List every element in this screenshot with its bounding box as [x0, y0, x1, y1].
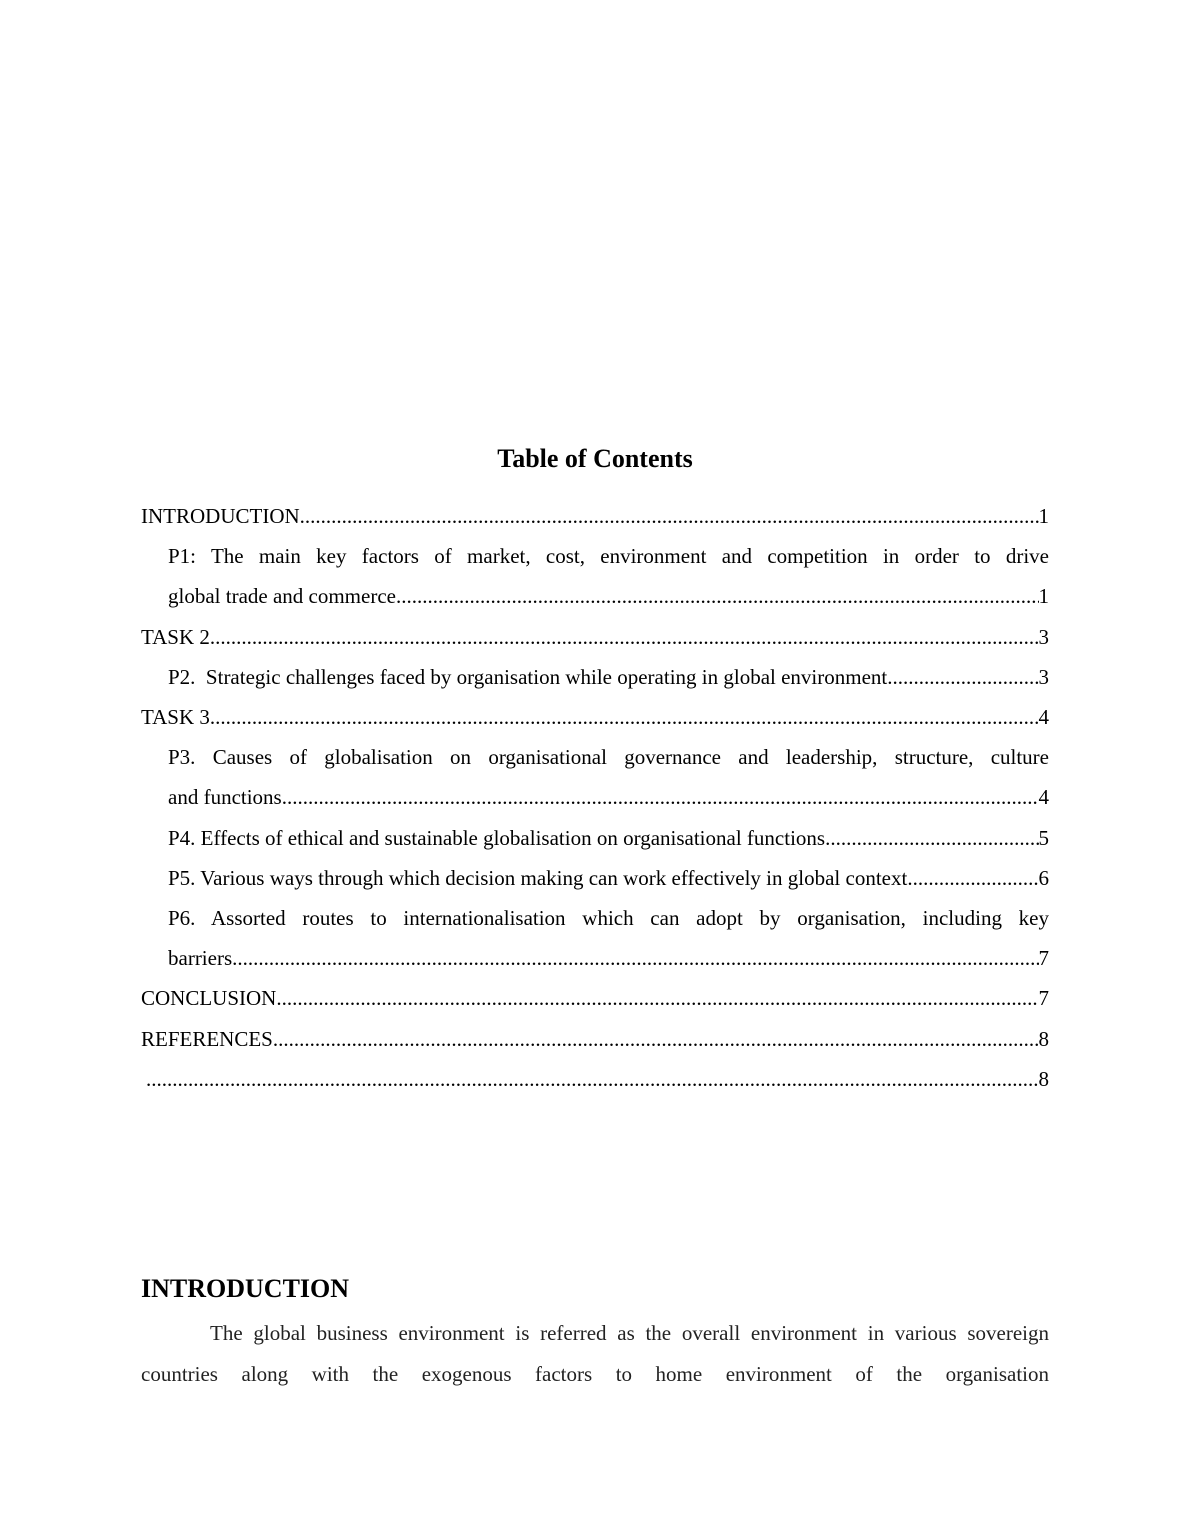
toc-page-number: 3	[1038, 624, 1049, 649]
toc-entry-label: REFERENCES	[141, 1026, 273, 1051]
toc-entry-p2[interactable]	[141, 657, 1049, 697]
toc-entry-label: TASK 2	[141, 624, 210, 649]
toc-entry-introduction[interactable]	[141, 496, 1049, 536]
toc-entry-label: P4. Effects of ethical and sustainable globalisation on organisational functions	[168, 825, 826, 850]
toc-entry-label: barriers	[168, 946, 233, 971]
toc-entry-p6[interactable]	[141, 898, 1049, 978]
toc-entry-task-2[interactable]	[141, 617, 1049, 657]
toc-leader	[273, 1019, 1039, 1059]
toc-entry-p5[interactable]	[141, 858, 1049, 898]
toc-entry-label: global trade and commerce	[168, 584, 396, 609]
toc-entry-conclusion[interactable]	[141, 978, 1049, 1018]
toc-entry-label-line: P1: The main key factors of market, cost, environment and competition in order to drive	[168, 544, 1049, 569]
toc-leader	[887, 657, 1038, 697]
toc-entry-p4[interactable]	[141, 818, 1049, 858]
toc-leader	[300, 496, 1039, 536]
toc-leader	[396, 576, 1039, 616]
toc-title: Table of Contents	[497, 444, 693, 473]
toc-page-number: 1	[1038, 584, 1049, 609]
toc-entry-references[interactable]	[141, 1019, 1049, 1059]
toc-leader	[913, 858, 1039, 898]
toc-page-number: 4	[1038, 785, 1049, 810]
toc-page-number: 1	[1038, 504, 1049, 528]
toc-entry-label-line: P6. Assorted routes to internationalisation which can adopt by organisation, including key	[168, 906, 1049, 931]
toc-page-number: 4	[1038, 705, 1049, 730]
toc-page-number: 6	[1038, 865, 1049, 890]
introduction-paragraph: The global business environment is referred as the overall environment in various sovereign countries along with the exogenous factors to home environment of the organisation	[141, 1321, 1049, 1386]
toc-page-number: 8	[1038, 1066, 1049, 1091]
toc-entry-untitled[interactable]	[141, 1059, 1049, 1099]
toc-leader	[282, 777, 1039, 817]
table-of-contents	[141, 496, 1049, 1099]
toc-page-number: 8	[1038, 1026, 1049, 1051]
toc-entry-label: CONCLUSION	[141, 986, 277, 1011]
toc-entry-label-line: P3. Causes of globalisation on organisational governance and leadership, structure, culture	[168, 745, 1049, 770]
toc-leader	[232, 938, 1038, 978]
toc-page-number: 3	[1038, 664, 1049, 689]
toc-entry-label: INTRODUCTION	[141, 504, 300, 528]
toc-leader	[210, 617, 1039, 657]
toc-leader	[276, 978, 1038, 1018]
toc-page-number: 7	[1038, 986, 1049, 1011]
toc-page-number: 7	[1038, 946, 1049, 971]
toc-entry-label: TASK 3	[141, 705, 210, 730]
toc-entry-p3[interactable]	[141, 737, 1049, 817]
toc-leader	[210, 697, 1039, 737]
toc-entry-label: P5. Various ways through which decision making can work effectively in global context.	[168, 865, 913, 890]
toc-page-number: 5	[1038, 825, 1049, 850]
toc-entry-label: P2. Strategic challenges faced by organisation while operating in global environment	[168, 664, 888, 689]
toc-entry-label: and functions	[168, 785, 282, 810]
toc-entry-task-3[interactable]	[141, 697, 1049, 737]
introduction-heading: INTRODUCTION	[141, 1274, 350, 1303]
toc-leader	[825, 818, 1038, 858]
toc-entry-p1[interactable]	[141, 536, 1049, 616]
toc-leader	[146, 1059, 1039, 1099]
